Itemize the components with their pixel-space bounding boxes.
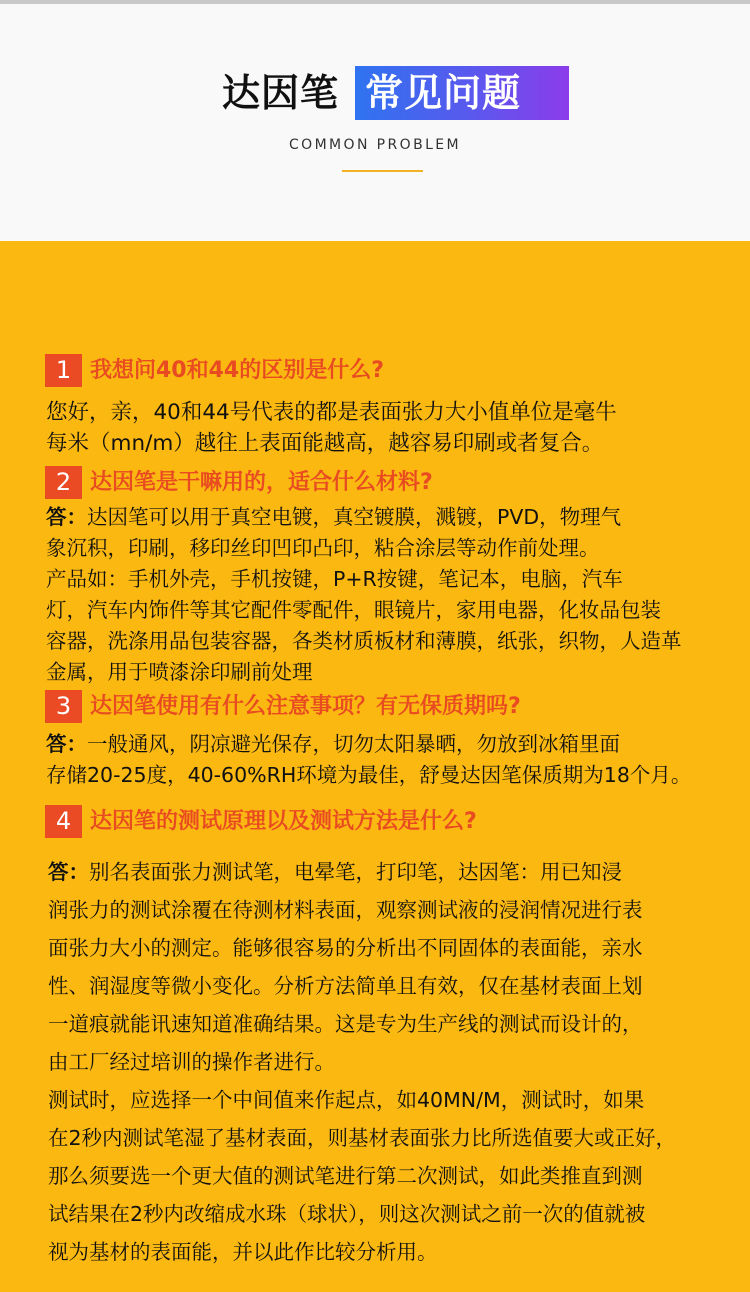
page-title — [0, 66, 750, 120]
answer-1 — [46, 397, 720, 459]
answer-line: 灯，汽车内饰件等其它配件零配件，眼镜片，家用电器，化妆品包装 — [46, 598, 661, 622]
answer-2 — [46, 502, 720, 688]
answer-line: 存储20-25度，40-60%RH环境为最佳，舒曼达因笔保质期为18个月。 — [46, 763, 692, 787]
answer-line: 润张力的测试涂覆在待测材料表面，观察测试液的浸润情况进行表 — [48, 898, 643, 922]
answer-line: 产品如：手机外壳，手机按键，P+R按键，笔记本，电脑，汽车 — [46, 567, 623, 591]
question-text: 我想问40和44的区别是什么? — [90, 358, 384, 383]
question-number: 2 — [45, 466, 82, 499]
question-number: 3 — [45, 690, 82, 723]
answer-prefix: 答： — [46, 505, 87, 529]
answer-line: 测试时，应选择一个中间值来作起点，如40MN/M，测试时，如果 — [48, 1088, 645, 1112]
answer-line: 由工厂经过培训的操作者进行。 — [48, 1050, 335, 1074]
answer-line: 您好，亲，40和44号代表的都是表面张力大小值单位是毫牛 — [46, 400, 617, 425]
question-number: 4 — [45, 805, 82, 838]
answer-line: 达因笔可以用于真空电镀，真空镀膜，溅镀，PVD，物理气 — [87, 505, 622, 529]
page-header — [0, 4, 750, 241]
question-text: 达因笔使用有什么注意事项？有无保质期吗? — [90, 694, 521, 719]
question-number: 1 — [45, 354, 82, 387]
question-text: 达因笔的测试原理以及测试方法是什么? — [90, 809, 477, 834]
answer-line: 容器，洗涤用品包装容器，各类材质板材和薄膜，纸张，织物，人造革 — [46, 629, 682, 653]
answer-4 — [48, 853, 720, 1271]
answer-prefix: 答： — [48, 860, 89, 884]
answer-prefix: 答： — [46, 732, 87, 756]
answer-line: 一道痕就能讯速知道准确结果。这是专为生产线的测试而设计的， — [48, 1012, 643, 1036]
answer-line: 性、润湿度等微小变化。分析方法简单且有效，仅在基材表面上划 — [48, 974, 643, 998]
subtitle: COMMON PROBLEM — [288, 137, 461, 153]
answer-line: 象沉积，印刷，移印丝印凹印凸印，粘合涂层等动作前处理。 — [46, 536, 600, 560]
answer-line: 一般通风，阴凉避光保存，切勿太阳暴晒，勿放到冰箱里面 — [87, 732, 620, 756]
answer-line: 在2秒内测试笔湿了基材表面，则基材表面张力比所选值要大或正好， — [48, 1126, 677, 1150]
title-main: 达因笔 — [222, 71, 340, 115]
answer-line: 面张力大小的测定。能够很容易的分析出不同固体的表面能，亲水 — [48, 936, 643, 960]
answer-line: 那么须要选一个更大值的测试笔进行第二次测试，如此类推直到测 — [48, 1164, 643, 1188]
title-highlight: 常见问题 — [355, 66, 569, 120]
answer-line: 每米（mn/m）越往上表面能越高，越容易印刷或者复合。 — [46, 431, 604, 456]
answer-line: 金属，用于喷漆涂印刷前处理 — [46, 660, 313, 684]
answer-line: 试结果在2秒内改缩成水珠（球状），则这次测试之前一次的值就被 — [48, 1202, 646, 1226]
answer-line: 别名表面张力测试笔，电晕笔，打印笔，达因笔：用已知浸 — [89, 860, 622, 884]
question-text: 达因笔是干嘛用的，适合什么材料? — [90, 470, 433, 495]
title-underline — [342, 170, 423, 172]
answer-3 — [46, 729, 720, 791]
answer-line: 视为基材的表面能，并以此作比较分析用。 — [48, 1240, 438, 1264]
